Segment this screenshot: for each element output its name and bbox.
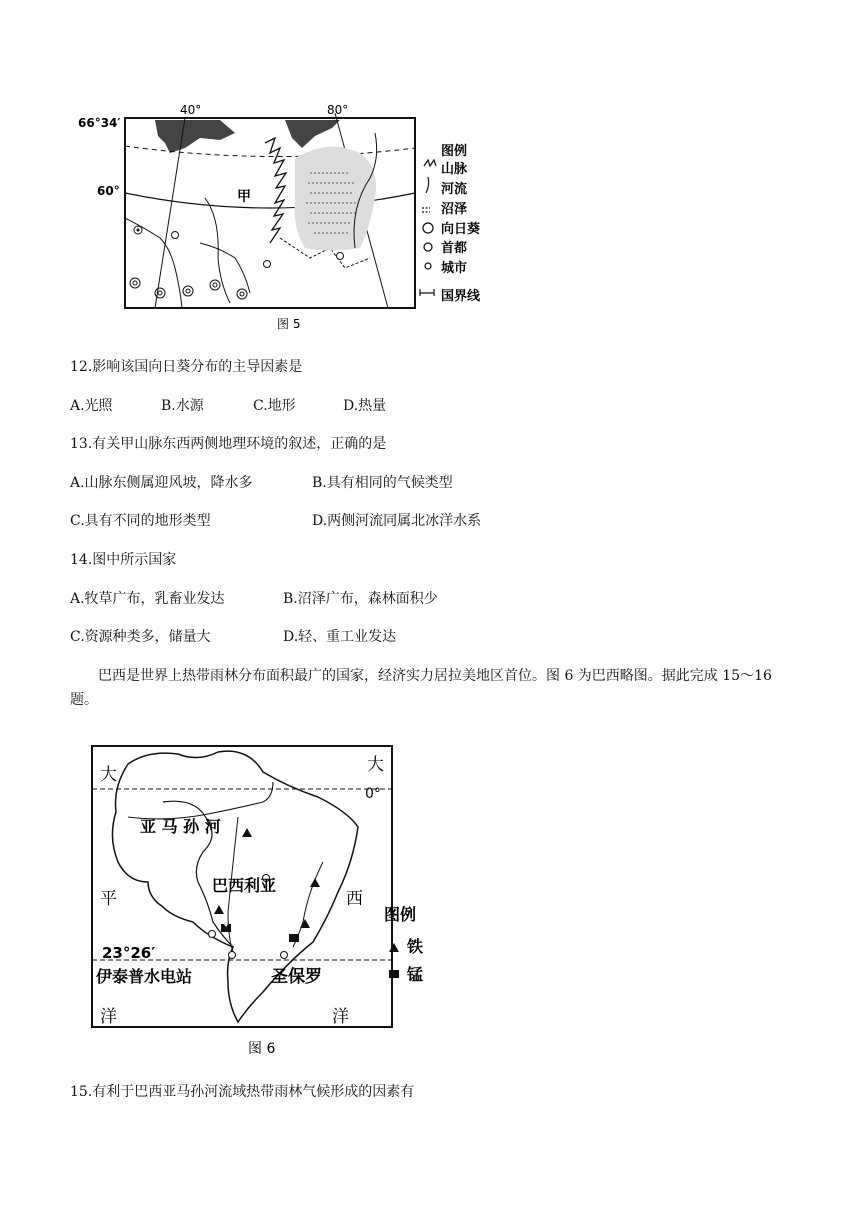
legend-title: 图例 xyxy=(384,905,417,924)
figure-6-caption: 图 6 xyxy=(248,1041,276,1057)
sunflower-icon xyxy=(423,223,433,233)
figure-6 xyxy=(88,742,448,1062)
figure-6-map xyxy=(88,742,448,1062)
q12-option-c: C.地形 xyxy=(253,398,296,414)
volga-river xyxy=(205,198,230,303)
q12-option-b: B.水源 xyxy=(161,398,204,414)
label-ping: 平 xyxy=(100,889,117,909)
intro-paragraph: 巴西是世界上热带雨林分布面积最广的国家，经济实力居拉美地区首位。图 6 为巴西略图。据此完成 15～16 题。 xyxy=(70,668,772,708)
sunflower-icons xyxy=(130,278,247,299)
figure-5-map xyxy=(70,98,520,333)
legend-marsh: 沼泽 xyxy=(441,202,468,217)
label-yang-left: 洋 xyxy=(100,1007,117,1027)
brasilia-label: 巴西利亚 xyxy=(212,876,277,895)
legend-symbols xyxy=(420,160,436,296)
amazon-label: 亚 马 孙 河 xyxy=(140,817,221,836)
capital-icon xyxy=(424,243,432,251)
river-icon xyxy=(426,177,429,193)
city-marker xyxy=(337,253,344,260)
amazon-river xyxy=(128,782,273,819)
lat-66-label: 66°34′ xyxy=(78,116,121,130)
legend-sunflower: 向日葵 xyxy=(441,222,481,237)
q14-stem: 14.图中所示国家 xyxy=(70,552,177,568)
label-jia: 甲 xyxy=(237,189,251,205)
iron-icon xyxy=(389,943,399,952)
q12-option-a: A.光照 xyxy=(70,398,113,414)
legend-river: 河流 xyxy=(441,182,468,197)
marsh xyxy=(294,147,376,251)
station-marker xyxy=(229,952,236,959)
itaipu-label: 伊泰普水电站 xyxy=(96,967,193,986)
mountain-icon xyxy=(424,160,436,166)
border-icon xyxy=(420,289,434,296)
legend-iron: 铁 xyxy=(407,937,424,956)
label-tai-left: 大 xyxy=(100,765,117,785)
q13-option-c: C.具有不同的地形类型 xyxy=(70,513,211,529)
city-marker xyxy=(264,261,271,268)
city-marker xyxy=(209,931,216,938)
legend-border: 国界线 xyxy=(441,289,481,304)
arctic-coast-2 xyxy=(285,120,340,148)
q13-stem: 13.有关甲山脉东西两侧地理环境的叙述，正确的是 xyxy=(70,436,387,452)
legend-capital: 首都 xyxy=(441,241,468,256)
q14-option-a: A.牧草广布，乳畜业发达 xyxy=(70,591,225,607)
ural-mountains xyxy=(265,138,286,243)
marsh-icon xyxy=(422,208,430,212)
manganese-icon xyxy=(389,970,399,978)
legend-manganese: 锰 xyxy=(407,965,424,984)
label-tai-right: 大 xyxy=(367,755,384,775)
city-icon xyxy=(425,263,431,269)
saopaulo-marker xyxy=(281,952,288,959)
equator-label: 0° xyxy=(365,786,381,802)
manganese-markers xyxy=(221,924,299,942)
figure-5-caption: 图 5 xyxy=(277,317,301,331)
q14-option-d: D.轻、重工业发达 xyxy=(283,629,397,645)
lon-40-label: 40° xyxy=(180,103,202,117)
legend-mountain: 山脉 xyxy=(441,162,468,177)
q14-option-b: B.沼泽广布，森林面积少 xyxy=(283,591,438,607)
q13-option-b: B.具有相同的气候类型 xyxy=(312,475,453,491)
q13-option-a: A.山脉东侧属迎风坡，降水多 xyxy=(70,475,253,491)
label-yang-right: 洋 xyxy=(332,1007,349,1027)
q13-option-d: D.两侧河流同属北冰洋水系 xyxy=(312,513,482,529)
label-xi: 西 xyxy=(346,889,363,909)
q12-stem: 12.影响该国向日葵分布的主导因素是 xyxy=(70,359,303,375)
legend-title: 图例 xyxy=(441,144,468,159)
lat-60-label: 60° xyxy=(97,184,120,198)
tropic-label: 23°26′ xyxy=(102,944,156,962)
legend-city: 城市 xyxy=(441,261,468,276)
city-marker xyxy=(172,232,179,239)
arctic-coast xyxy=(155,120,235,153)
q15-stem: 15.有利于巴西亚马孙河流域热带雨林气候形成的因素有 xyxy=(70,1084,415,1100)
q14-option-c: C.资源种类多，储量大 xyxy=(70,629,211,645)
saopaulo-label: 圣保罗 xyxy=(271,967,322,987)
q12-option-d: D.热量 xyxy=(343,398,387,414)
border-south xyxy=(200,243,250,293)
figure-5 xyxy=(70,98,520,333)
lon-80-label: 80° xyxy=(327,103,349,117)
